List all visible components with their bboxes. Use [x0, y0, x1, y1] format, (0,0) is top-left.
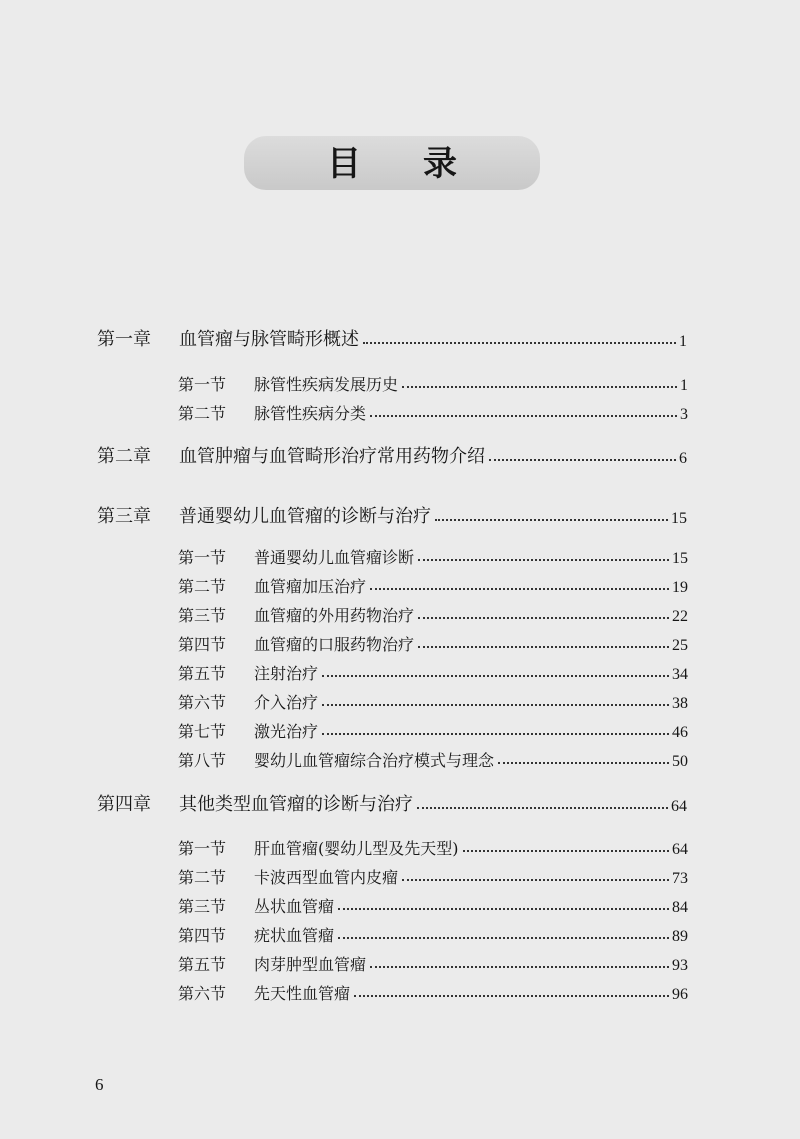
- section-title: 先天性血管瘤: [254, 984, 351, 1003]
- page-number: 6: [95, 1075, 104, 1094]
- page-ref: 73: [672, 870, 688, 887]
- chapter-title: 普通婴幼儿血管瘤的诊断与治疗: [179, 506, 431, 527]
- toc-chapter-1[interactable]: [97, 323, 687, 351]
- dot-leader: [338, 937, 669, 939]
- chapter-title: 其他类型血管瘤的诊断与治疗: [179, 794, 413, 815]
- section-title: 肉芽肿型血管瘤: [254, 955, 367, 974]
- page-ref: 34: [672, 666, 688, 683]
- page-ref: 50: [672, 753, 688, 770]
- title-banner: [244, 136, 540, 190]
- section-title: 婴幼儿血管瘤综合治疗模式与理念: [254, 751, 495, 770]
- section-number: 第二节: [178, 404, 227, 423]
- dot-leader: [322, 675, 669, 677]
- dot-leader: [354, 995, 669, 997]
- section-number: 第五节: [178, 955, 227, 974]
- toc-section[interactable]: [178, 743, 688, 771]
- toc-section[interactable]: [178, 540, 688, 568]
- page-ref: 1: [680, 377, 688, 394]
- toc-section[interactable]: [178, 598, 688, 626]
- toc-section[interactable]: [178, 714, 688, 742]
- section-number: 第一节: [178, 548, 227, 567]
- page-ref: 15: [672, 550, 688, 567]
- page-ref: 1: [679, 333, 687, 350]
- section-number: 第五节: [178, 664, 227, 683]
- dot-leader: [489, 459, 676, 461]
- toc-section[interactable]: [178, 918, 688, 946]
- dot-leader: [418, 646, 669, 648]
- dot-leader: [402, 386, 677, 388]
- section-number: 第六节: [178, 984, 227, 1003]
- section-number: 第一节: [178, 839, 227, 858]
- page-ref: 6: [679, 450, 687, 467]
- toc-chapter-3[interactable]: [97, 500, 687, 528]
- toc-section[interactable]: [178, 860, 688, 888]
- section-number: 第一节: [178, 375, 227, 394]
- page-ref: 84: [672, 899, 688, 916]
- dot-leader: [370, 415, 677, 417]
- section-title: 激光治疗: [254, 722, 319, 741]
- section-number: 第四节: [178, 926, 227, 945]
- chapter-number: 第二章: [97, 446, 151, 467]
- section-number: 第六节: [178, 693, 227, 712]
- section-number: 第三节: [178, 606, 227, 625]
- dot-leader: [370, 966, 669, 968]
- section-title: 血管瘤加压治疗: [254, 577, 367, 596]
- dot-leader: [363, 342, 676, 344]
- page-ref: 19: [672, 579, 688, 596]
- dot-leader: [418, 559, 669, 561]
- page-ref: 38: [672, 695, 688, 712]
- section-number: 第四节: [178, 635, 227, 654]
- page-title: 目录: [327, 144, 519, 184]
- section-number: 第七节: [178, 722, 227, 741]
- chapter-title: 血管瘤与脉管畸形概述: [179, 329, 359, 350]
- toc-section[interactable]: [178, 685, 688, 713]
- page-ref: 89: [672, 928, 688, 945]
- toc-chapter-4[interactable]: [97, 788, 687, 816]
- chapter-number: 第一章: [97, 329, 151, 350]
- dot-leader: [463, 850, 670, 852]
- toc-chapter-2[interactable]: [97, 440, 687, 468]
- dot-leader: [498, 762, 669, 764]
- toc-section[interactable]: [178, 831, 688, 859]
- section-number: 第二节: [178, 868, 227, 887]
- page-ref: 15: [671, 510, 687, 527]
- section-title: 注射治疗: [254, 664, 319, 683]
- page-ref: 64: [671, 798, 687, 815]
- section-title: 脉管性疾病分类: [254, 404, 367, 423]
- page-ref: 96: [672, 986, 688, 1003]
- toc-section[interactable]: [178, 656, 688, 684]
- toc-section[interactable]: [178, 889, 688, 917]
- toc-section[interactable]: [178, 947, 688, 975]
- toc-section[interactable]: [178, 367, 688, 395]
- toc-section[interactable]: [178, 396, 688, 424]
- toc-section[interactable]: [178, 976, 688, 1004]
- section-title: 脉管性疾病发展历史: [254, 375, 399, 394]
- section-title: 卡波西型血管内皮瘤: [254, 868, 399, 887]
- section-number: 第三节: [178, 897, 227, 916]
- section-number: 第八节: [178, 751, 227, 770]
- section-title: 疣状血管瘤: [254, 926, 335, 945]
- toc-section[interactable]: [178, 627, 688, 655]
- section-title: 血管瘤的外用药物治疗: [254, 606, 415, 625]
- chapter-title: 血管肿瘤与血管畸形治疗常用药物介绍: [179, 446, 485, 467]
- page-ref: 93: [672, 957, 688, 974]
- dot-leader: [322, 704, 669, 706]
- page-ref: 46: [672, 724, 688, 741]
- section-title: 肝血管瘤(婴幼儿型及先天型): [254, 839, 459, 858]
- chapter-number: 第三章: [97, 506, 151, 527]
- dot-leader: [402, 879, 669, 881]
- dot-leader: [435, 519, 668, 521]
- chapter-number: 第四章: [97, 794, 151, 815]
- dot-leader: [370, 588, 669, 590]
- page-ref: 22: [672, 608, 688, 625]
- section-number: 第二节: [178, 577, 227, 596]
- dot-leader: [322, 733, 669, 735]
- section-title: 介入治疗: [254, 693, 319, 712]
- toc-section[interactable]: [178, 569, 688, 597]
- page-ref: 64: [672, 841, 688, 858]
- dot-leader: [338, 908, 669, 910]
- dot-leader: [417, 807, 668, 809]
- section-title: 丛状血管瘤: [254, 897, 335, 916]
- page-ref: 3: [680, 406, 688, 423]
- section-title: 普通婴幼儿血管瘤诊断: [254, 548, 415, 567]
- dot-leader: [418, 617, 669, 619]
- section-title: 血管瘤的口服药物治疗: [254, 635, 415, 654]
- page-ref: 25: [672, 637, 688, 654]
